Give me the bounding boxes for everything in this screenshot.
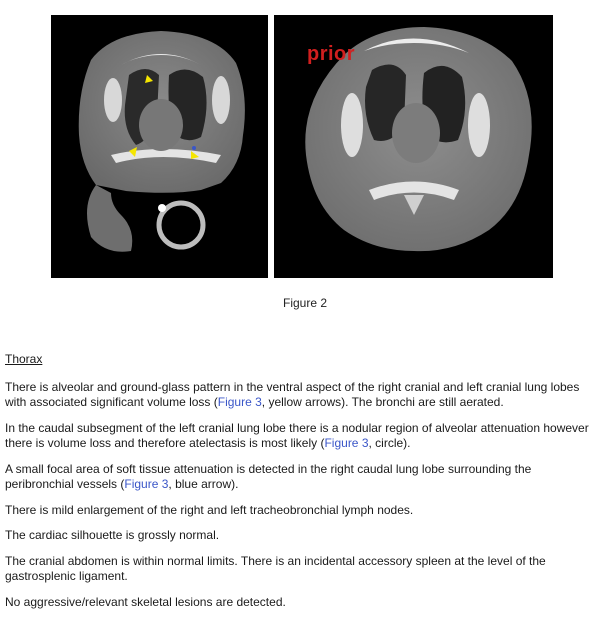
figure-3-link[interactable]: Figure 3 <box>217 395 262 409</box>
paragraph-text: , circle). <box>368 436 411 450</box>
ct-scan-current-svg <box>51 15 268 278</box>
paragraph-3 <box>5 462 603 493</box>
figure-3-link[interactable]: Figure 3 <box>124 477 169 491</box>
figure-3-link[interactable]: Figure 3 <box>324 436 369 450</box>
section-heading: Thorax <box>5 352 43 366</box>
paragraph-text: , yellow arrows). The bronchi are still aerated. <box>261 395 504 409</box>
paragraph-text: There is mild enlargement of the right and left tracheobronchial lymph nodes. <box>5 502 414 517</box>
figure-caption: Figure 2 <box>282 296 328 310</box>
paragraph-text: No aggressive/relevant skeletal lesions are detected. <box>5 594 286 609</box>
paragraph-text: The cranial abdomen is within normal limits. There is an incidental accessory spleen at the level of the gastrosplenic ligament. <box>5 553 546 583</box>
paragraph-text: , blue arrow). <box>168 477 239 491</box>
paragraph-1 <box>5 380 603 411</box>
paragraph-4 <box>5 503 603 519</box>
prior-label: prior <box>307 43 356 65</box>
paragraph-7 <box>5 595 603 611</box>
thorax-section <box>5 352 603 620</box>
paragraph-text: A small focal area of soft tissue attenuation is detected in the right caudal lung lobe surrounding the peribronchial vessels ( <box>5 461 532 491</box>
paragraph-5 <box>5 528 603 544</box>
ct-image-current <box>51 15 268 278</box>
paragraph-6 <box>5 554 603 585</box>
paragraph-text: The cardiac silhouette is grossly normal. <box>5 528 220 542</box>
paragraph-text: In the caudal subsegment of the left cranial lung lobe there is a nodular region of alveolar attenuation however there is volume loss and therefore atelectasis is most likely ( <box>5 420 589 450</box>
paragraph-text: There is alveolar and ground-glass pattern in the ventral aspect of the right cranial and left cranial lung lobes with associated significant volume loss ( <box>5 379 580 409</box>
paragraph-2 <box>5 421 603 452</box>
ct-image-prior <box>274 15 553 278</box>
